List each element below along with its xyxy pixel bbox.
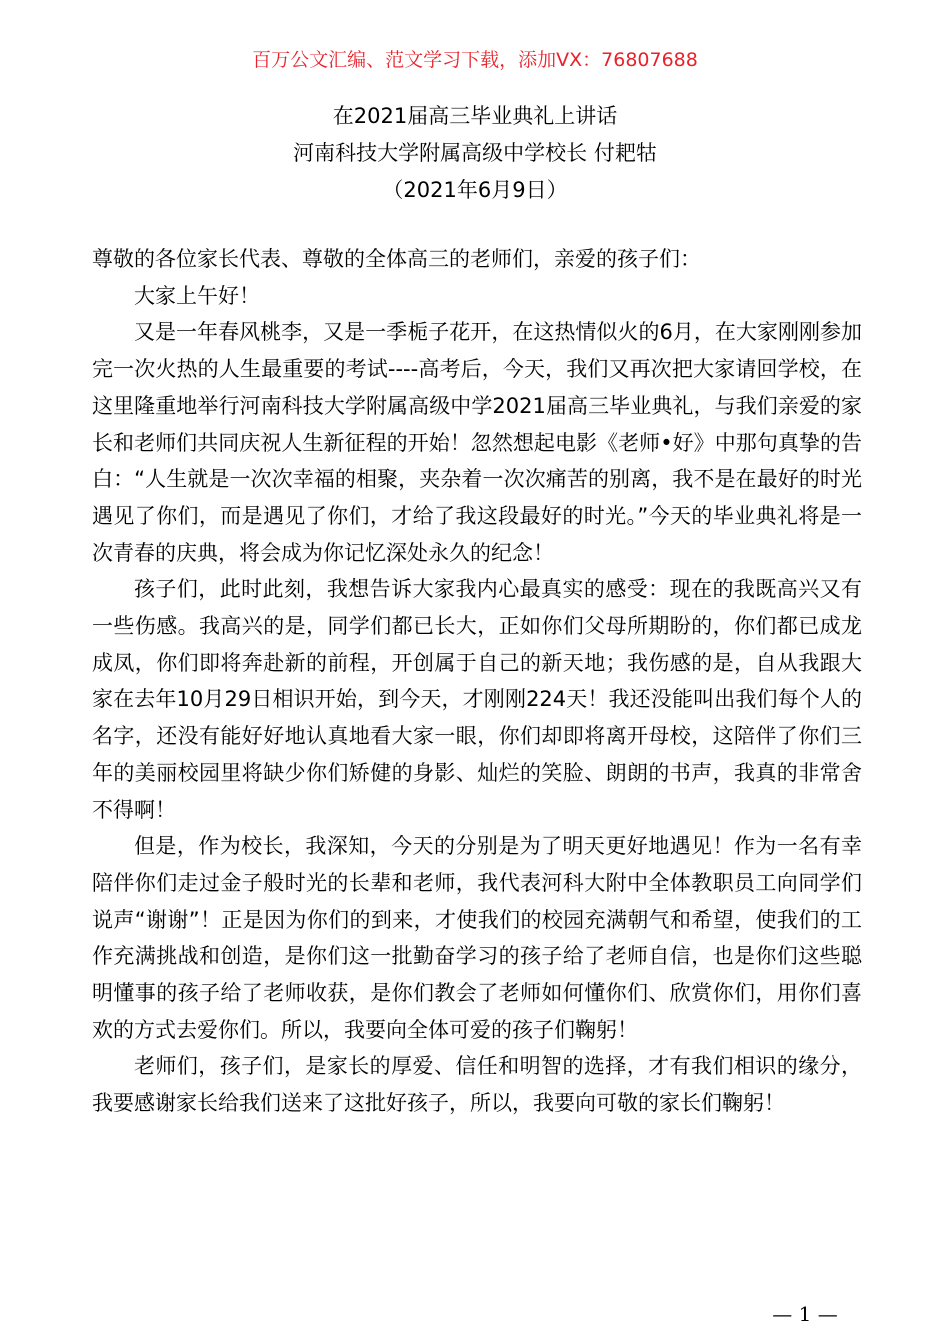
speech-title-block bbox=[0, 98, 950, 209]
body-paragraph: 但是，作为校长，我深知，今天的分别是为了明天更好地遇见！作为一名有幸陪伴你们走过金子般时光的长辈和老师，我代表河科大附中全体教职员工向同学们说声“谢谢”！正是因为你们的到来，才使我们的校园充满朝气和希望，使我们的工作充满挑战和创造，是你们这一批勤奋学习的孩子给了老师自信，也是你们这些聪明懂事的孩子给了老师收获，是你们教会了老师如何懂你们、欣赏你们，用你们喜欢的方式去爱你们。所以，我要向全体可爱的孩子们鞠躬！ bbox=[92, 834, 862, 1042]
greeting: 大家上午好！ bbox=[134, 283, 260, 308]
speech-body bbox=[92, 241, 862, 1122]
speech-title: 在2021届高三毕业典礼上讲话 bbox=[332, 104, 618, 128]
speech-date: （2021年6月9日） bbox=[382, 178, 568, 202]
body-paragraph: 又是一年春风桃李，又是一季栀子花开，在这热情似火的6月，在大家刚刚参加完一次火热的人生最重要的考试----高考后，今天，我们又再次把大家请回学校，在这里隆重地举行河南科技大学附属高级中学2021届高三毕业典礼，与我们亲爱的家长和老师们共同庆祝人生新征程的开始！忽然想起电影《老师•好》中那句真挚的告白：“人生就是一次次幸福的相聚，夹杂着一次次痛苦的别离，我不是在最好的时光遇见了你们，而是遇见了你们，才给了我这段最好的时光。”今天的毕业典礼将是一次青春的庆典，将会成为你记忆深处永久的纪念！ bbox=[92, 320, 862, 565]
body-paragraph: 孩子们，此时此刻，我想告诉大家我内心最真实的感受：现在的我既高兴又有一些伤感。我高兴的是，同学们都已长大，正如你们父母所期盼的，你们都已成龙成凤，你们即将奔赴新的前程，开创属于自己的新天地；我伤感的是，自从我跟大家在去年10月29日相识开始，到今天，才刚刚224天！我还没能叫出我们每个人的名字，还没有能好好地认真地看大家一眼，你们却即将离开母校，这陪伴了你们三年的美丽校园里将缺少你们矫健的身影、灿烂的笑脸、朗朗的书声，我真的非常舍不得啊！ bbox=[92, 577, 862, 822]
speaker-line: 河南科技大学附属高级中学校长 付耙牯 bbox=[293, 141, 657, 165]
salutation: 尊敬的各位家长代表、尊敬的全体高三的老师们，亲爱的孩子们： bbox=[92, 247, 701, 271]
watermark-banner: 百万公文汇编、范文学习下载，添加VX：76807688 bbox=[252, 49, 698, 71]
body-paragraph: 老师们，孩子们，是家长的厚爱、信任和明智的选择，才有我们相识的缘分，我要感谢家长给我们送来了这批好孩子，所以，我要向可敬的家长们鞠躬！ bbox=[92, 1054, 862, 1116]
page-number: — 1 — bbox=[772, 1302, 838, 1326]
